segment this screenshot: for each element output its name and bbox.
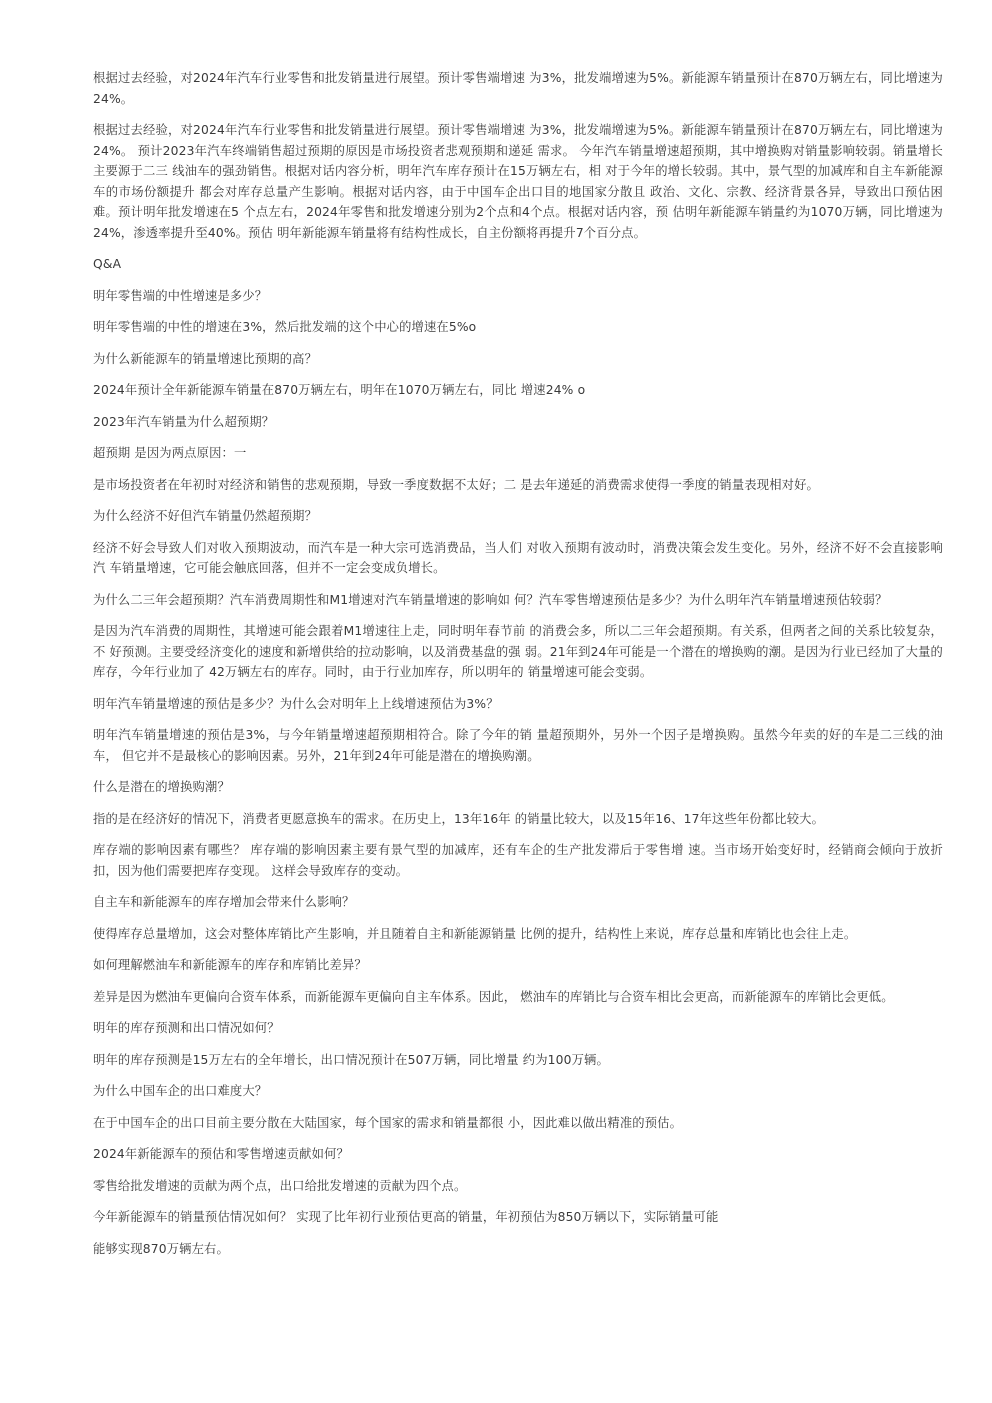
summary-paragraph-full: 根据过去经验，对2024年汽车行业零售和批发销量进行展望。预计零售端增速 为3%，批发端增速为5%。新能源车销量预计在870万辆左右，同比增速为24%。 预计2023年汽车终端销售超过预期的原因是市场投资者悲观预期和递延 需求。 今年汽车销量增速超预期，其中增换购对销量影响较弱。销量增长主要源于二三 线油车的强劲销售。根据对话内容分析，明年汽车库存预计在15万辆左右，相 对于今年的增长较弱。其中，景气型的加减库和自主车新能源车的市场份额提升 都会对库存总量产生影响。根据对话内容，由于中国车企出口目的地国家分散且 政治、文化、宗教、经济背景各异，导致出口预估困难。预计明年批发增速在5 个点左右，2024年零售和批发增速分别为2个点和4个点。根据对话内容，预 估明年新能源车销量约为1070万辆，同比增速为24%，渗透率提升至40%。预估 明年新能源车销量将有结构性成长，自主份额将再提升7个百分点。 [93,123,943,240]
qa-inventory-factors: 库存端的影响因素有哪些？ 库存端的影响因素主要有景气型的加减库，还有车企的生产批发滞后于零售增 速。当市场开始变好时，经销商会倾向于放折扣，因为他们需要把库存变现。 这样会导致库存的变动。 [93,843,943,878]
question-next-year-growth: 明年汽车销量增速的预估是多少？为什么会对明年上上线增速预估为3%？ [93,696,499,711]
answer-nev-growth: 2024年预计全年新能源车销量在870万辆左右，明年在1070万辆左右，同比 增速24% o [93,383,586,397]
question-inventory-increase: 自主车和新能源车的库存增加会带来什么影响？ [93,895,355,909]
answer-next-year-growth: 明年汽车销量增速的预估是3%，与今年销量增速超预期相符合。除了今年的销 量超预期外，另外一个因子是增换购。虽然今年卖的好的车是二三线的油车， 但它并不是最核心的影响因素。另外，21年到24年可能是潜在的增换购潮。 [93,728,943,763]
answer-inventory-export: 明年的库存预测是15万左右的全年增长，出口情况预计在507万辆，同比增量 约为100万辆。 [93,1052,609,1067]
question-nev-growth: 为什么新能源车的销量增速比预期的高？ [93,351,318,366]
question-economy-sales: 为什么经济不好但汽车销量仍然超预期？ [93,509,318,523]
answer-fuel-vs-nev: 差异是因为燃油车更偏向合资车体系，而新能源车更偏向自主车体系。因此， 燃油车的库销比与合资车相比会更高，而新能源车的库销比会更低。 [93,989,894,1004]
answer-economy-sales: 经济不好会导致人们对收入预期波动，而汽车是一种大宗可选消费品，当人们 对收入预期有波动时，消费决策会发生变化。另外，经济不好不会直接影响汽 车销量增速，它可能会触底回落，但并不一定会变成负增长。 [93,540,943,575]
question-2023-exceed: 2023年汽车销量为什么超预期？ [93,414,275,429]
question-nev-contribution: 2024年新能源车的预估和零售增速贡献如何？ [93,1147,349,1161]
summary-paragraph-short: 根据过去经验，对2024年汽车行业零售和批发销量进行展望。预计零售端增速 为3%，批发端增速为5%。新能源车销量预计在870万辆左右，同比增速为24%。 [93,71,943,106]
question-fuel-vs-nev: 如何理解燃油车和新能源车的库存和库销比差异？ [93,958,367,972]
answer-inventory-increase: 使得库存总量增加，这会对整体库销比产生影响，并且随着自主和新能源销量 比例的提升，结构性上来说，库存总量和库销比也会往上走。 [93,926,857,941]
answer-cycle-m1: 是因为汽车消费的周期性，其增速可能会跟着M1增速往上走，同时明年春节前 的消费会多，所以二三年会超预期。有关系，但两者之间的关系比较复杂，不 好预测。主要受经济变化的速度和新增供给的拉动影响，以及消费基盘的强 弱。21年到24年可能是一个潜在的增换购的潮。是因为行业已经加了大量的 库存，今年行业加了 42万辆左右的库存。同时，由于行业加库存，所以明年的 销量增速可能会变弱。 [93,624,943,679]
answer-nev-contribution: 零售给批发增速的贡献为两个点，出口给批发增速的贡献为四个点。 [93,1178,467,1193]
answer-2023-exceed-intro: 超预期 是因为两点原因：一 [93,446,247,460]
question-inventory-export: 明年的库存预测和出口情况如何？ [93,1021,280,1035]
answer-export-difficulty: 在于中国车企的出口目前主要分散在大陆国家，每个国家的需求和销量都很 小，因此难以做出精准的预估。 [93,1115,683,1130]
answer-replacement-wave: 指的是在经济好的情况下，消费者更愿意换车的需求。在历史上，13年16年 的销量比较大，以及15年16、17年这些年份都比较大。 [93,811,825,826]
qa-nev-this-year: 今年新能源车的销量预估情况如何？ 实现了比年初行业预估更高的销量，年初预估为850万辆以下，实际销量可能 [93,1210,719,1224]
qa-nev-this-year-continued: 能够实现870万辆左右。 [93,1241,229,1256]
question-retail-growth: 明年零售端的中性增速是多少？ [93,288,268,303]
document-body [93,68,943,1270]
question-export-difficulty: 为什么中国车企的出口难度大？ [93,1084,268,1098]
question-cycle-m1: 为什么二三年会超预期？汽车消费周期性和M1增速对汽车销量增速的影响如 何？汽车零售增速预估是多少？为什么明年汽车销量增速预估较弱？ [93,592,888,607]
answer-2023-exceed-detail: 是市场投资者在年初时对经济和销售的悲观预期，导致一季度数据不太好；二 是去年递延的消费需求使得一季度的销量表现相对好。 [93,477,819,492]
qa-heading: Q&A [93,257,122,271]
answer-retail-growth: 明年零售端的中性的增速在3%，然后批发端的这个中心的增速在5%o [93,320,477,334]
question-replacement-wave: 什么是潜在的增换购潮？ [93,780,230,794]
